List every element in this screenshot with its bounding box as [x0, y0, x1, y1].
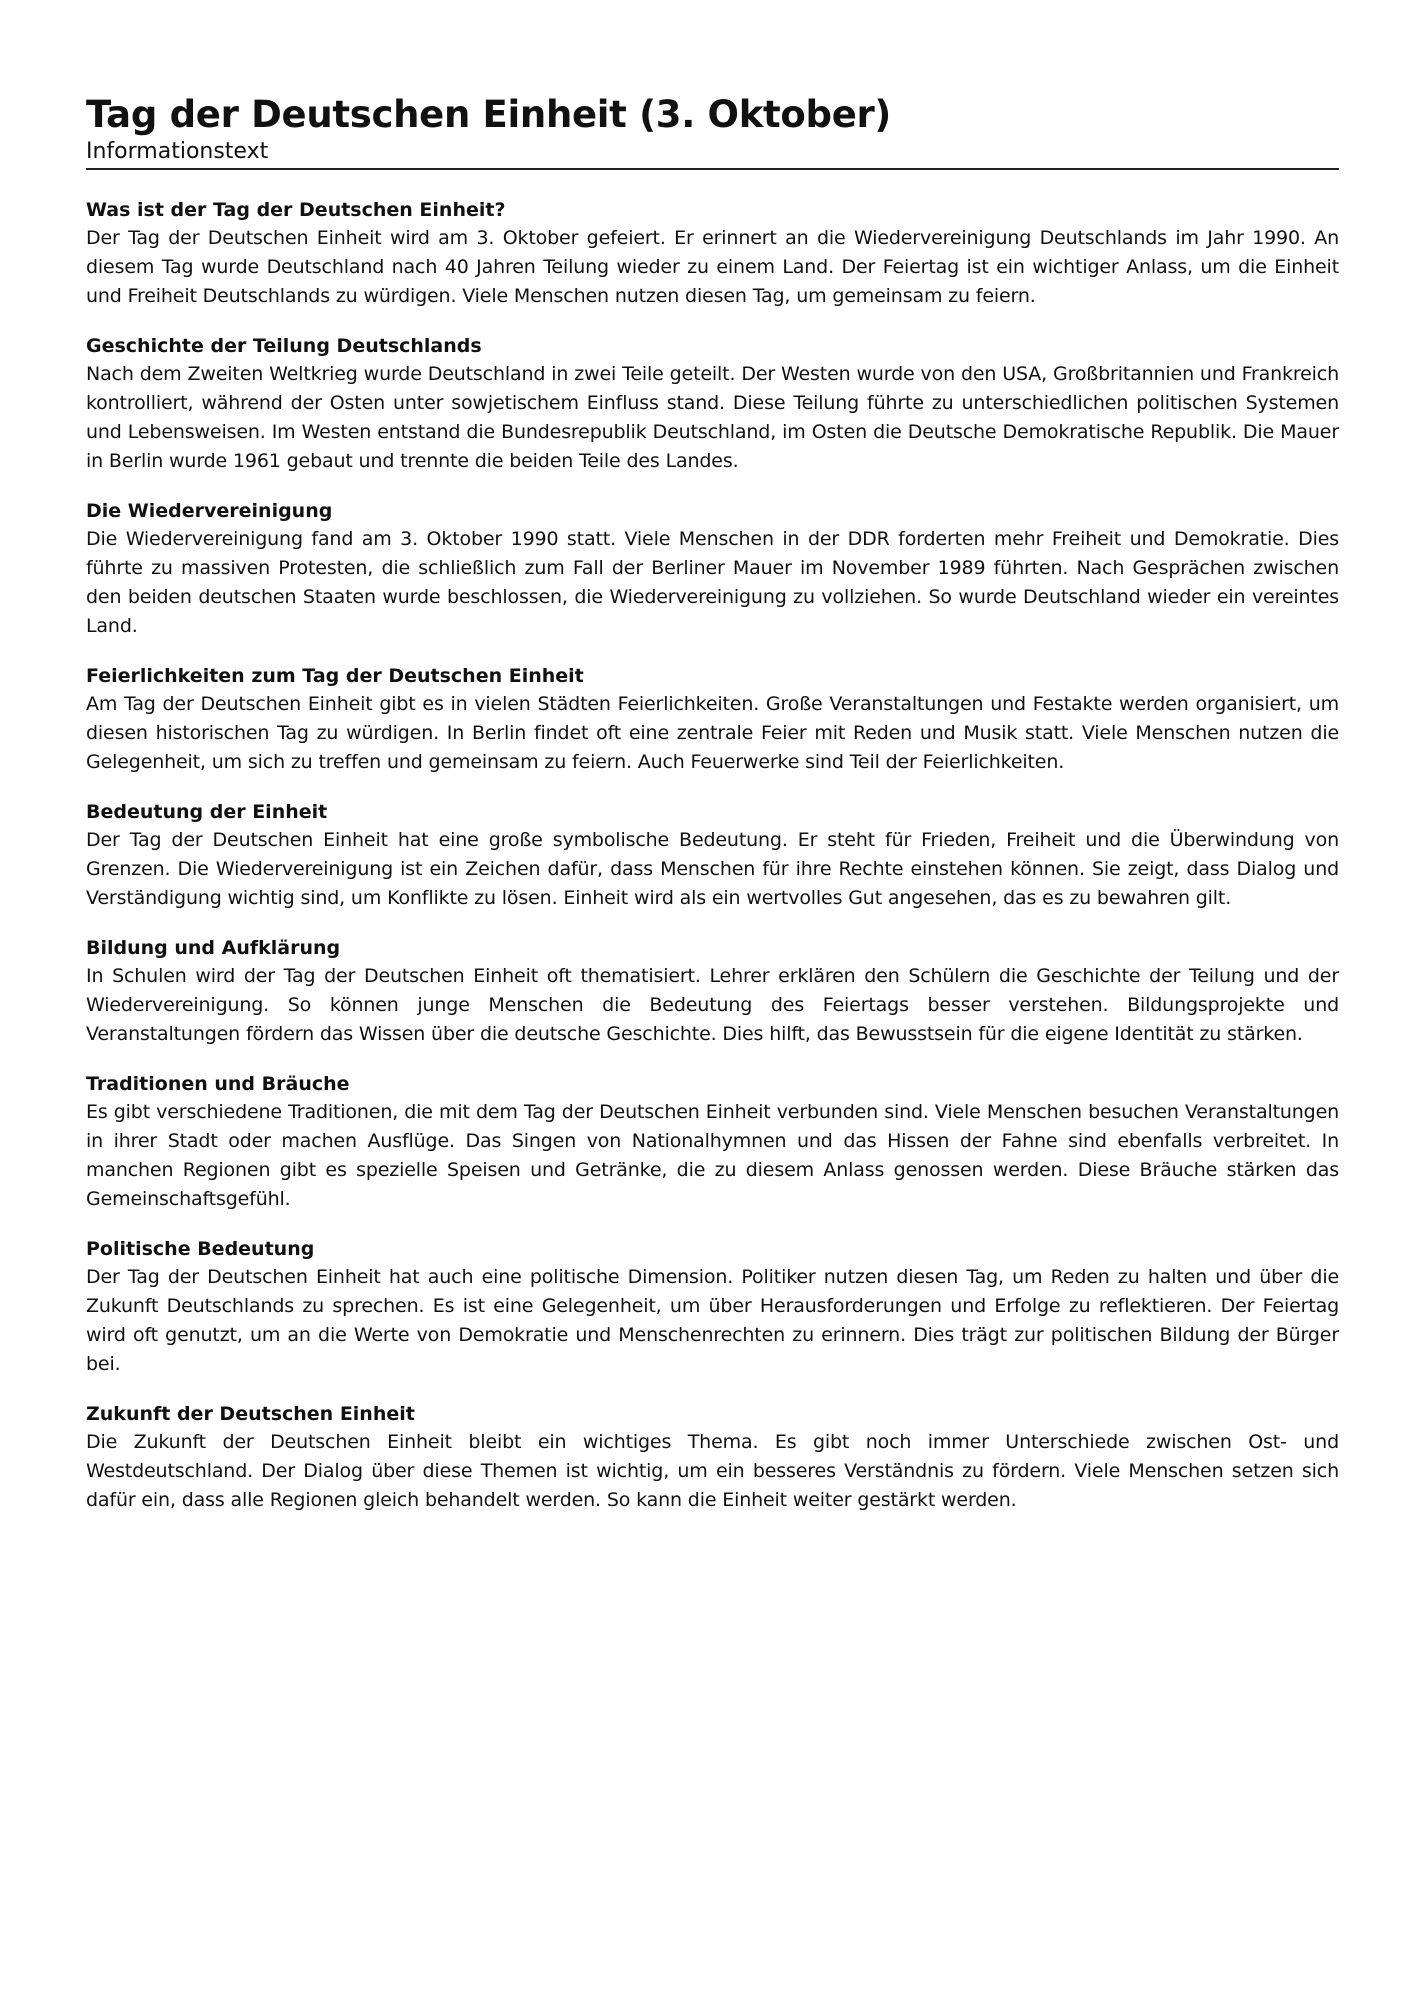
- section-heading: Die Wiedervereinigung: [86, 500, 333, 522]
- section-text: Die Zukunft der Deutschen Einheit bleibt ein wichtiges Thema. Es gibt noch immer Unterschiede zwischen Ost- und Westdeutschland. Der Dialog über diese Themen ist wichtig, um ein besseres Verständnis zu fördern. Viele Menschen setzen sich dafür ein, dass alle Regionen gleich behandelt werden. So kann die Einheit weiter gestärkt werden.: [86, 1431, 1339, 1511]
- section-heading: Traditionen und Bräuche: [86, 1073, 350, 1095]
- document-body: [86, 196, 1339, 1515]
- section-heading: Politische Bedeutung: [86, 1238, 315, 1260]
- document-page: [86, 92, 1339, 1536]
- section-geschichte: [86, 332, 1339, 476]
- section-heading: Was ist der Tag der Deutschen Einheit?: [86, 199, 506, 221]
- section-text: Der Tag der Deutschen Einheit wird am 3. Oktober gefeiert. Er erinnert an die Wiedervereinigung Deutschlands im Jahr 1990. An diesem Tag wurde Deutschland nach 40 Jahren Teilung wieder zu einem Land. Der Feiertag ist ein wichtiger Anlass, um die Einheit und Freiheit Deutschlands zu würdigen. Viele Menschen nutzen diesen Tag, um gemeinsam zu feiern.: [86, 227, 1339, 307]
- section-zukunft: [86, 1400, 1339, 1515]
- section-text: In Schulen wird der Tag der Deutschen Einheit oft thematisiert. Lehrer erklären den Schülern die Geschichte der Teilung und der Wiedervereinigung. So können junge Menschen die Bedeutung des Feiertags besser verstehen. Bildungsprojekte und Veranstaltungen fördern das Wissen über die deutsche Geschichte. Dies hilft, das Bewusstsein für die eigene Identität zu stärken.: [86, 965, 1339, 1045]
- section-text: Es gibt verschiedene Traditionen, die mit dem Tag der Deutschen Einheit verbunden sind. Viele Menschen besuchen Veranstaltungen in ihrer Stadt oder machen Ausflüge. Das Singen von Nationalhymnen und das Hissen der Fahne sind ebenfalls verbreitet. In manchen Regionen gibt es spezielle Speisen und Getränke, die zu diesem Anlass genossen werden. Diese Bräuche stärken das Gemeinschaftsgefühl.: [86, 1101, 1339, 1210]
- section-heading: Feierlichkeiten zum Tag der Deutschen Einheit: [86, 665, 584, 687]
- section-text: Nach dem Zweiten Weltkrieg wurde Deutschland in zwei Teile geteilt. Der Westen wurde von den USA, Großbritannien und Frankreich kontrolliert, während der Osten unter sowjetischem Einfluss stand. Diese Teilung führte zu unterschiedlichen politischen Systemen und Lebensweisen. Im Westen entstand die Bundesrepublik Deutschland, im Osten die Deutsche Demokratische Republik. Die Mauer in Berlin wurde 1961 gebaut und trennte die beiden Teile des Landes.: [86, 363, 1339, 472]
- section-bildung: [86, 934, 1339, 1049]
- section-feierlichkeiten: [86, 662, 1339, 777]
- section-heading: Geschichte der Teilung Deutschlands: [86, 335, 482, 357]
- section-text: Am Tag der Deutschen Einheit gibt es in vielen Städten Feierlichkeiten. Große Veranstaltungen und Festakte werden organisiert, um diesen historischen Tag zu würdigen. In Berlin findet oft eine zentrale Feier mit Reden und Musik statt. Viele Menschen nutzen die Gelegenheit, um sich zu treffen und gemeinsam zu feiern. Auch Feuerwerke sind Teil der Feierlichkeiten.: [86, 693, 1339, 773]
- section-heading: Bedeutung der Einheit: [86, 801, 328, 823]
- page-subtitle: Informationstext: [86, 138, 1339, 170]
- section-politische-bedeutung: [86, 1235, 1339, 1379]
- page-title: Tag der Deutschen Einheit (3. Oktober): [86, 93, 892, 136]
- section-heading: Bildung und Aufklärung: [86, 937, 341, 959]
- section-text: Der Tag der Deutschen Einheit hat auch eine politische Dimension. Politiker nutzen diesen Tag, um Reden zu halten und über die Zukunft Deutschlands zu sprechen. Es ist eine Gelegenheit, um über Herausforderungen und Erfolge zu reflektieren. Der Feiertag wird oft genutzt, um an die Werte von Demokratie und Menschenrechten zu erinnern. Dies trägt zur politischen Bildung der Bürger bei.: [86, 1266, 1339, 1375]
- section-wiedervereinigung: [86, 497, 1339, 641]
- section-was-ist: [86, 196, 1339, 311]
- section-bedeutung: [86, 798, 1339, 913]
- section-traditionen: [86, 1070, 1339, 1214]
- section-heading: Zukunft der Deutschen Einheit: [86, 1403, 415, 1425]
- section-text: Der Tag der Deutschen Einheit hat eine große symbolische Bedeutung. Er steht für Frieden, Freiheit und die Überwindung von Grenzen. Die Wiedervereinigung ist ein Zeichen dafür, dass Menschen für ihre Rechte einstehen können. Sie zeigt, dass Dialog und Verständigung wichtig sind, um Konflikte zu lösen. Einheit wird als ein wertvolles Gut angesehen, das es zu bewahren gilt.: [86, 829, 1339, 909]
- section-text: Die Wiedervereinigung fand am 3. Oktober 1990 statt. Viele Menschen in der DDR forderten mehr Freiheit und Demokratie. Dies führte zu massiven Protesten, die schließlich zum Fall der Berliner Mauer im November 1989 führten. Nach Gesprächen zwischen den beiden deutschen Staaten wurde beschlossen, die Wiedervereinigung zu vollziehen. So wurde Deutschland wieder ein vereintes Land.: [86, 528, 1339, 637]
